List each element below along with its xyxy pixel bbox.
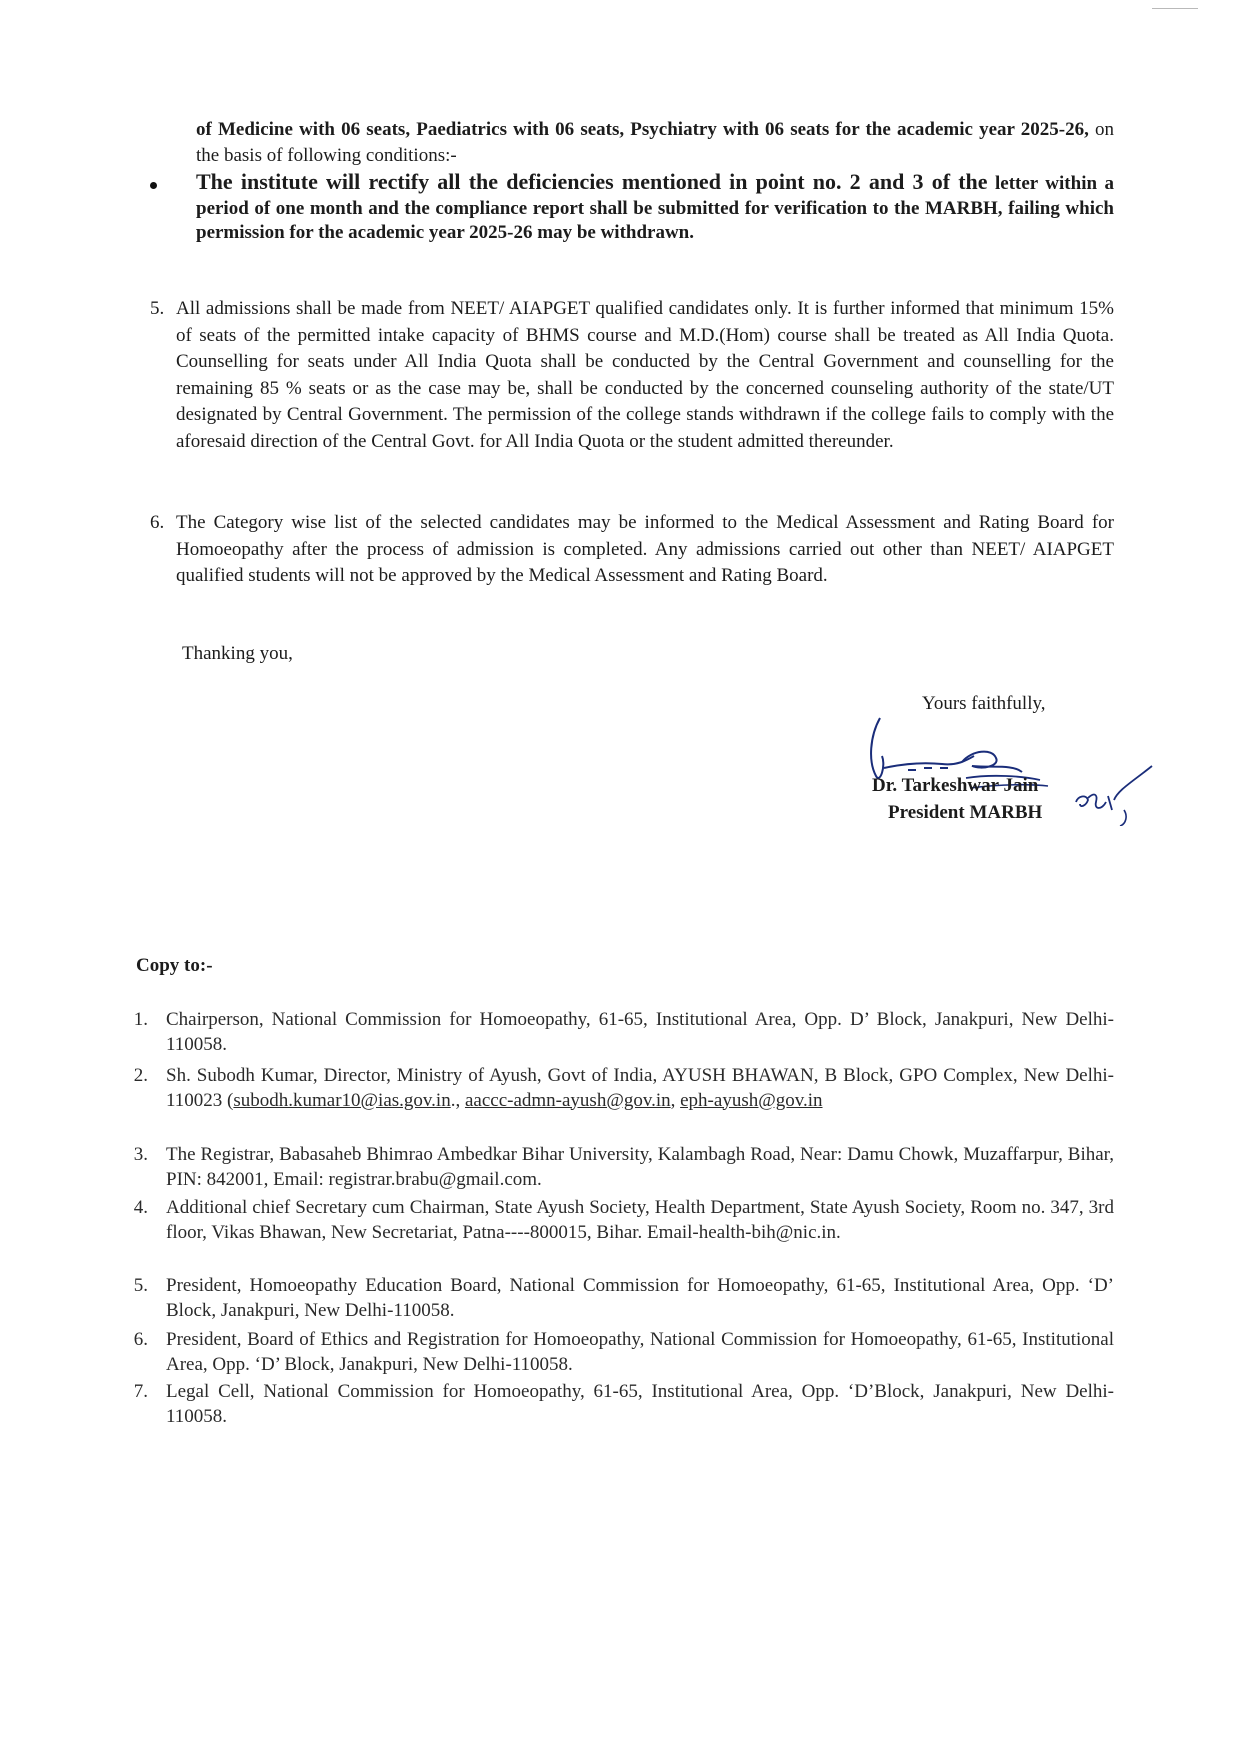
- copy-number: 2.: [133, 1065, 148, 1086]
- copy-text-part: Sh. Subodh Kumar, Director, Ministry of Ayush, Govt of India, AYUSH BHAWAN, B Block, GPO Complex, New Delhi- 110023 (: [166, 1065, 1114, 1111]
- intro-paragraph: [196, 117, 1114, 168]
- condition-rest: letter within a period of one month and the compliance report shall be submitted for verification to the MARBH, failing which permission for the academic year 2025-26 may be withdrawn.: [196, 173, 1114, 243]
- copy-number: 1.: [133, 1009, 148, 1030]
- condition-text: [196, 170, 1114, 246]
- copy-number: 4.: [133, 1197, 148, 1218]
- signer-title: President MARBH: [888, 802, 1043, 823]
- point-number: 6.: [150, 512, 165, 533]
- bullet-dot-icon: [150, 182, 157, 189]
- copy-text: Additional chief Secretary cum Chairman, State Ayush Society, Health Department, State Ayush Society, Room no. 347, 3rd floor, Vikas Bhawan, New Secretariat, Patna----800015, Bihar. Email-health-bih@nic.in.: [166, 1197, 1114, 1243]
- copy-text: President, Homoeopathy Education Board, National Commission for Homoeopathy, 61-65, Institutional Area, Opp. ‘D’ Block, Janakpuri, New Delhi-110058.: [166, 1275, 1114, 1321]
- point-text: The Category wise list of the selected candidates may be informed to the Medical Assessment and Rating Board for Homoeopathy after the process of admission is completed. Any admissions carried out other than NEET/ AIAPGET qualified students will not be approved by the Medical Assessment and Rating Board.: [176, 512, 1114, 586]
- copy-text: Legal Cell, National Commission for Homoeopathy, 61-65, Institutional Area, Opp. ‘D’Block, Janakpuri, New Delhi-110058.: [166, 1381, 1114, 1427]
- separator-text: ,: [670, 1089, 681, 1111]
- intro-bold-text: of Medicine with 06 seats, Paediatrics with 06 seats, Psychiatry with 06 seats for the academic year 2025-26,: [196, 119, 1089, 140]
- intro-normal-text: on the basis of following conditions:-: [196, 119, 1114, 166]
- email-link[interactable]: aaccc-admn-ayush@gov.in: [464, 1089, 671, 1111]
- point-number: 5.: [150, 298, 165, 319]
- scan-edge-mark: [1152, 8, 1198, 9]
- copy-heading: Copy to:-: [136, 955, 213, 976]
- copy-number: 5.: [133, 1275, 148, 1296]
- email-link[interactable]: eph-ayush@gov.in: [680, 1089, 823, 1111]
- thanks-line: Thanking you,: [182, 643, 293, 664]
- separator-text: .,: [450, 1089, 465, 1111]
- point-text: All admissions shall be made from NEET/ AIAPGET qualified candidates only. It is further informed that minimum 15% of seats of the permitted intake capacity of BHMS course and M.D.(Hom) course shall be treated as All India Quota. Counselling for seats under All India Quota shall be conducted by the Central Government and counselling for the remaining 85 % seats or as the case may be, shall be conducted by the concerned counseling authority of the state/UT designated by Central Government. The permission of the college stands withdrawn if the college fails to comply with the aforesaid direction of the Central Govt. for All India Quota or the student admitted thereunder.: [176, 298, 1114, 452]
- copy-text: [166, 1064, 1114, 1113]
- signer-block: [872, 772, 1042, 826]
- copy-text: President, Board of Ethics and Registration for Homoeopathy, National Commission for Homoeopathy, 61-65, Institutional Area, Opp. ‘D’ Block, Janakpuri, New Delhi-110058.: [166, 1329, 1114, 1375]
- copy-number: 6.: [133, 1329, 148, 1350]
- copy-text: The Registrar, Babasaheb Bhimrao Ambedkar Bihar University, Kalambagh Road, Near: Damu Chowk, Muzaffarpur, Bihar, PIN: 842001, Email: registrar.brabu@gmail.com.: [166, 1144, 1114, 1190]
- signer-name: Dr. Tarkeshwar Jain: [872, 775, 1039, 796]
- email-link[interactable]: subodh.kumar10@ias.gov.in: [233, 1089, 451, 1111]
- closing-line: Yours faithfully,: [922, 693, 1046, 714]
- copy-number: 7.: [133, 1381, 148, 1402]
- condition-lead: The institute will rectify all the deficiencies mentioned in point no. 2 and 3 of the: [196, 169, 988, 194]
- copy-text: Chairperson, National Commission for Homoeopathy, 61-65, Institutional Area, Opp. D’ Block, Janakpuri, New Delhi-110058.: [166, 1009, 1114, 1055]
- copy-number: 3.: [133, 1144, 148, 1165]
